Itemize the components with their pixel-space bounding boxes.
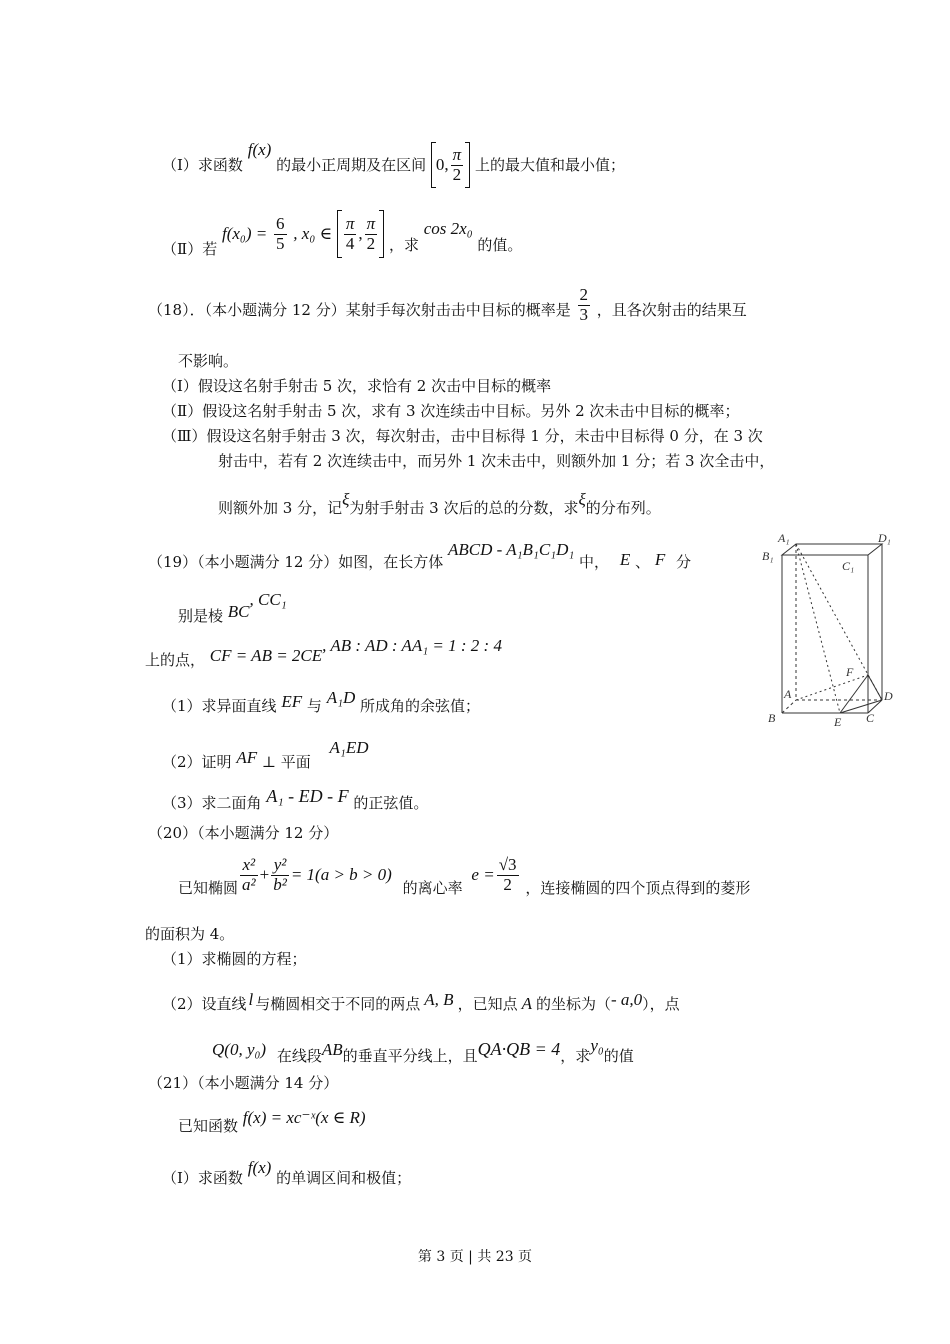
q18-continuation: 不影响。 bbox=[178, 352, 239, 370]
den: 2 bbox=[366, 233, 376, 253]
label-a: A bbox=[784, 687, 792, 701]
math: , x₀ ∈ bbox=[293, 223, 333, 243]
q18-head bbox=[148, 286, 747, 324]
label-c: C bbox=[866, 711, 875, 725]
label-b: B bbox=[768, 711, 776, 725]
math: f(x₀) = bbox=[221, 223, 268, 243]
text: 的值 bbox=[603, 1047, 634, 1065]
num: π bbox=[345, 213, 355, 233]
text: 在线段 bbox=[276, 1047, 322, 1065]
math-ab: AB bbox=[321, 1040, 343, 1059]
fraction-6-5 bbox=[274, 215, 287, 253]
den: 2 bbox=[452, 164, 462, 184]
text: ，求 bbox=[388, 236, 419, 254]
math-plus: + bbox=[259, 864, 270, 884]
label-f: F bbox=[846, 665, 854, 679]
num: √3 bbox=[498, 855, 517, 874]
fraction-pi-2 bbox=[365, 215, 378, 253]
math: cos 2x₀ bbox=[423, 219, 473, 238]
comma: , bbox=[358, 223, 363, 243]
den: 4 bbox=[345, 233, 355, 253]
text: （2）证明 bbox=[162, 753, 232, 771]
fraction-sqrt3-2 bbox=[497, 856, 519, 894]
fraction-pi-4 bbox=[344, 215, 357, 253]
label-e: E bbox=[834, 715, 842, 729]
q19-line3 bbox=[145, 636, 502, 669]
q19-sub3 bbox=[162, 786, 428, 812]
num: 2 bbox=[579, 285, 588, 304]
math-acoord: - a,0 bbox=[611, 990, 643, 1009]
num: π bbox=[452, 144, 462, 164]
text: ，且各次射击的结果互 bbox=[596, 301, 747, 320]
q20-line1 bbox=[178, 856, 750, 897]
text: 上的最大值和最小值； bbox=[474, 156, 625, 174]
q20-line2: 的面积为 4。 bbox=[145, 925, 235, 943]
fraction-2-3 bbox=[578, 286, 591, 324]
math-func: f(x) = xc⁻ˣ(x ∈ R) bbox=[242, 1108, 366, 1127]
den: 3 bbox=[579, 304, 588, 324]
q20-head: （20）（本小题满分 12 分） bbox=[148, 824, 339, 842]
den: 5 bbox=[276, 233, 285, 253]
math-cc1: , CC₁ bbox=[249, 590, 287, 609]
math-fx: f(x) bbox=[247, 1158, 272, 1177]
text: （Ⅱ）若 bbox=[162, 240, 218, 258]
text: （1）求异面直线 bbox=[162, 697, 277, 715]
q20-sub2 bbox=[162, 990, 680, 1014]
text: 则额外加 3 分，记 bbox=[218, 499, 343, 517]
den: a² bbox=[242, 874, 256, 894]
text: （3）求二面角 bbox=[162, 794, 262, 812]
math-dot-product: QA·QB = 4 bbox=[477, 1039, 561, 1059]
q18-part3-line3 bbox=[218, 490, 661, 517]
q21-head: （21）（本小题满分 14 分） bbox=[148, 1074, 339, 1092]
math-a: A bbox=[521, 994, 532, 1013]
text: （18）．（本小题满分 12 分）某射手每次射击击中目标的概率是 bbox=[148, 301, 571, 320]
q18-part2: （Ⅱ）假设这名射手射击 5 次，求有 3 次连续击中目标。另外 2 次未击中目标的概率； bbox=[162, 402, 740, 420]
q19-sub1 bbox=[162, 688, 480, 715]
q17-part1 bbox=[162, 140, 625, 188]
math-fx: f(x) bbox=[247, 140, 272, 159]
text: 的单调区间和极值； bbox=[276, 1169, 412, 1187]
text: （Ⅰ）求函数 bbox=[162, 156, 243, 174]
label-b1: B₁ bbox=[762, 549, 774, 563]
text: （2）设直线 bbox=[162, 995, 247, 1013]
q20-sub2-cont bbox=[212, 1036, 634, 1065]
math-e: e = bbox=[471, 864, 495, 884]
text: ，连接椭圆的四个顶点得到的菱形 bbox=[525, 879, 751, 898]
text: 已知椭圆 bbox=[178, 879, 239, 898]
math-xi: ξ bbox=[578, 490, 586, 509]
page-footer: 第 3 页 | 共 23 页 bbox=[417, 1249, 533, 1265]
q18-part1: （Ⅰ）假设这名射手射击 5 次，求恰有 2 次击中目标的概率 bbox=[162, 377, 552, 395]
bracket-left bbox=[337, 210, 342, 258]
text: ，已知点 bbox=[457, 995, 518, 1013]
text: ），点 bbox=[642, 995, 680, 1013]
math-eq1: CF = AB = 2CE bbox=[209, 646, 323, 665]
text: 的分布列。 bbox=[585, 499, 661, 517]
math-ef: EF bbox=[281, 692, 303, 711]
text: （Ⅰ）求函数 bbox=[162, 1169, 243, 1187]
math-bc: BC bbox=[227, 602, 250, 621]
text: 的正弦值。 bbox=[353, 794, 429, 812]
q20-sub1: （1）求椭圆的方程； bbox=[162, 950, 307, 968]
text: （19）（本小题满分 12 分）如图，在长方体 bbox=[148, 553, 444, 571]
bracket-right bbox=[465, 142, 470, 188]
math-a1d: A₁D bbox=[326, 688, 356, 707]
fraction-pi-2 bbox=[451, 146, 464, 184]
text: 所成角的余弦值； bbox=[360, 697, 481, 715]
num: x² bbox=[240, 856, 258, 876]
math-y0: y₀ bbox=[590, 1036, 604, 1055]
text: 与椭圆相交于不同的两点 bbox=[255, 995, 421, 1013]
q18-part3-line2: 射击中，若有 2 次连续击中，而另外 1 次未击中，则额外加 1 分；若 3 次全击中， bbox=[218, 452, 775, 470]
text: 的离心率 bbox=[402, 879, 463, 898]
q17-part2 bbox=[162, 210, 522, 258]
text: ⊥ 平面 bbox=[261, 753, 311, 771]
cuboid-figure bbox=[760, 530, 900, 730]
math-e: E bbox=[619, 550, 631, 569]
den: b² bbox=[273, 874, 287, 894]
text: 分 bbox=[675, 553, 691, 571]
math-box: ABCD - A₁B₁C₁D₁ bbox=[448, 540, 575, 559]
num: π bbox=[366, 213, 376, 233]
num: 6 bbox=[276, 213, 285, 233]
math-l: l bbox=[248, 990, 254, 1009]
math-af: AF bbox=[236, 748, 258, 767]
label-c1: C₁ bbox=[842, 559, 855, 573]
text: 的最小正周期及在区间 bbox=[276, 156, 427, 174]
q21-line1 bbox=[178, 1108, 366, 1135]
math: 0, bbox=[435, 154, 449, 174]
text: 的坐标为（ bbox=[535, 995, 611, 1013]
text: 与 bbox=[306, 697, 322, 715]
num: y² bbox=[271, 856, 289, 876]
math-cond: = 1(a > b > 0) bbox=[290, 864, 392, 884]
den: 2 bbox=[503, 874, 512, 894]
q18-part3-line1: （Ⅲ）假设这名射手射击 3 次，每次射击，击中目标得 1 分，未击中目标得 0 分，在 3 次 bbox=[162, 427, 763, 445]
fraction-x2-a2 bbox=[240, 856, 258, 894]
text: 中， bbox=[579, 553, 610, 571]
text: 为射手射击 3 次后的总的分数，求 bbox=[349, 499, 579, 517]
text: 已知函数 bbox=[178, 1117, 239, 1135]
cuboid-edges bbox=[782, 544, 882, 713]
q19-head bbox=[148, 540, 691, 571]
math-q: Q(0, y₀) bbox=[212, 1040, 267, 1059]
math-a1ed: A₁ED bbox=[329, 738, 369, 757]
fraction-y2-b2 bbox=[271, 856, 289, 894]
label-d: D bbox=[884, 689, 893, 703]
q21-sub1 bbox=[162, 1158, 411, 1187]
bracket-right bbox=[379, 210, 384, 258]
math-xi: ξ bbox=[342, 490, 350, 509]
text: 上的点， bbox=[145, 651, 206, 669]
math-dihedral: A₁ - ED - F bbox=[266, 786, 349, 806]
q19-sub2 bbox=[162, 738, 369, 771]
math-ab: A, B bbox=[424, 990, 454, 1009]
math-f: F bbox=[654, 550, 666, 569]
math-eq2: , AB : AD : AA₁ = 1 : 2 : 4 bbox=[322, 636, 502, 655]
text: 、 bbox=[635, 553, 651, 571]
text: 的垂直平分线上，且 bbox=[342, 1047, 478, 1065]
text: 的值。 bbox=[477, 236, 523, 254]
text: ，求 bbox=[560, 1047, 591, 1065]
label-d1: D₁ bbox=[878, 531, 891, 545]
q19-line2 bbox=[178, 590, 287, 625]
label-a1: A₁ bbox=[778, 531, 790, 545]
text: 别是棱 bbox=[178, 607, 224, 625]
